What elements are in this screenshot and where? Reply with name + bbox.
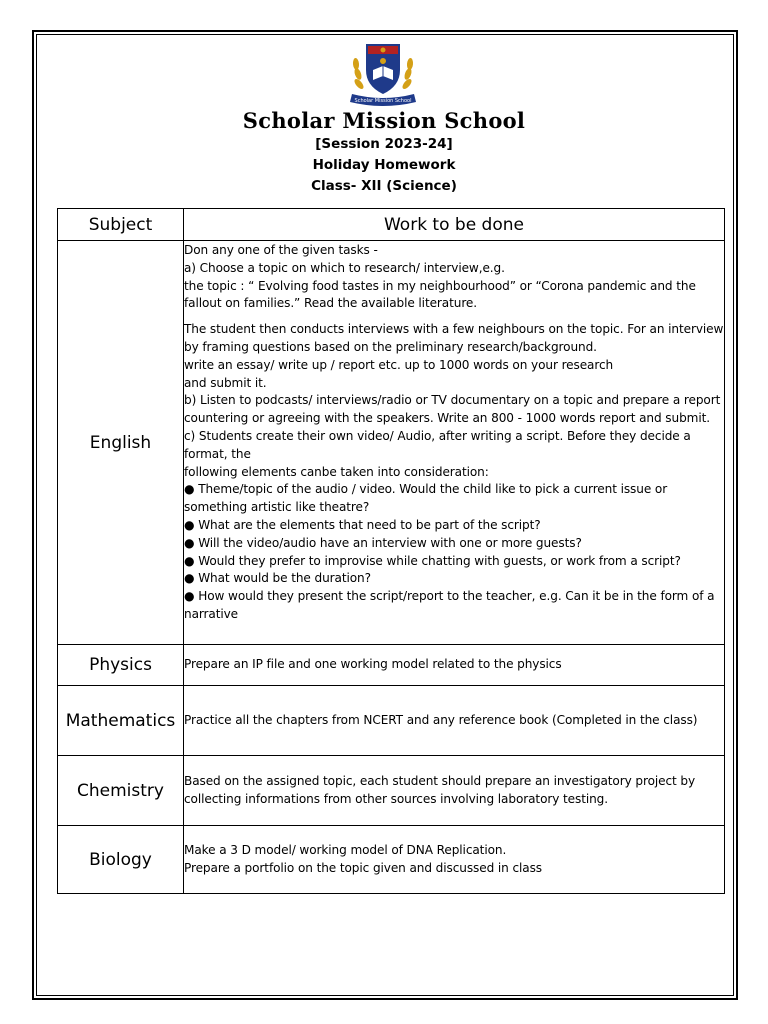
english-bullet: ● What would be the duration? [184, 571, 371, 586]
english-bullet: ● What are the elements that need to be part of the script? [184, 517, 541, 532]
work-mathematics: Practice all the chapters from NCERT and any reference book (Completed in the class) [184, 686, 725, 756]
english-line: c) Students create their own video/ Audio, after writing a script. Before they decide a format, the [184, 428, 691, 461]
english-line: The student then conducts interviews with a few neighbours on the topic. For an interview by framing questions based on the preliminary research/background. [184, 322, 724, 354]
table-row-biology [58, 826, 725, 894]
table-row-mathematics [58, 686, 725, 756]
english-bullet: ● Theme/topic of the audio / video. Would the child like to pick a current issue or something artistic like theatre? [184, 482, 668, 515]
svg-text:Scholar Mission School: Scholar Mission School [354, 98, 412, 104]
table-row-physics [58, 645, 725, 686]
biology-line: Prepare a portfolio on the topic given and discussed in class [184, 860, 542, 875]
school-name: Scholar Mission School [242, 108, 526, 133]
class-label: Class- XII (Science) [311, 178, 457, 194]
english-line: write an essay/ write up / report etc. up to 1000 words on your research [184, 357, 614, 372]
work-english [184, 241, 725, 645]
subject-physics: Physics [58, 645, 184, 686]
table-row-chemistry [58, 756, 725, 826]
subject-column-header: Subject [58, 209, 184, 241]
english-bullet: ● Would they prefer to improvise while chatting with guests, or work from a script? [184, 553, 681, 568]
work-column-header: Work to be done [184, 209, 725, 241]
work-chemistry: Based on the assigned topic, each student should prepare an investigatory project by collecting informations from other sources involving laboratory testing. [184, 756, 725, 826]
school-logo [344, 40, 422, 106]
session-label: [Session 2023-24] [315, 136, 453, 152]
subject-english: English [58, 241, 184, 645]
homework-title: Holiday Homework [312, 157, 456, 173]
homework-table [57, 208, 725, 894]
subject-mathematics: Mathematics [58, 686, 184, 756]
subject-chemistry: Chemistry [58, 756, 184, 826]
work-biology [184, 826, 725, 894]
english-line: following elements canbe taken into consideration: [184, 464, 489, 479]
table-header-row [58, 209, 725, 241]
biology-line: Make a 3 D model/ working model of DNA Replication. [184, 842, 507, 857]
english-line: b) Listen to podcasts/ interviews/radio or TV documentary on a topic and prepare a report countering or agreeing with the speakers. Write an 800 - 1000 words report and submit. [184, 393, 721, 426]
table-row-english [58, 241, 725, 645]
work-physics: Prepare an IP file and one working model related to the physics [184, 645, 725, 686]
english-line: a) Choose a topic on which to research/ interview,e.g. [184, 260, 505, 275]
english-bullet: ● How would they present the script/report to the teacher, e.g. Can it be in the form of a narrative [184, 589, 715, 621]
subject-biology: Biology [58, 826, 184, 894]
english-bullet: ● Will the video/audio have an interview with one or more guests? [184, 535, 582, 550]
english-line: and submit it. [184, 375, 267, 390]
english-line: the topic : “ Evolving food tastes in my neighbourhood” or “Corona pandemic and the fallout on families.” Read the available literature. [184, 278, 696, 311]
english-line: Don any one of the given tasks - [184, 243, 378, 257]
